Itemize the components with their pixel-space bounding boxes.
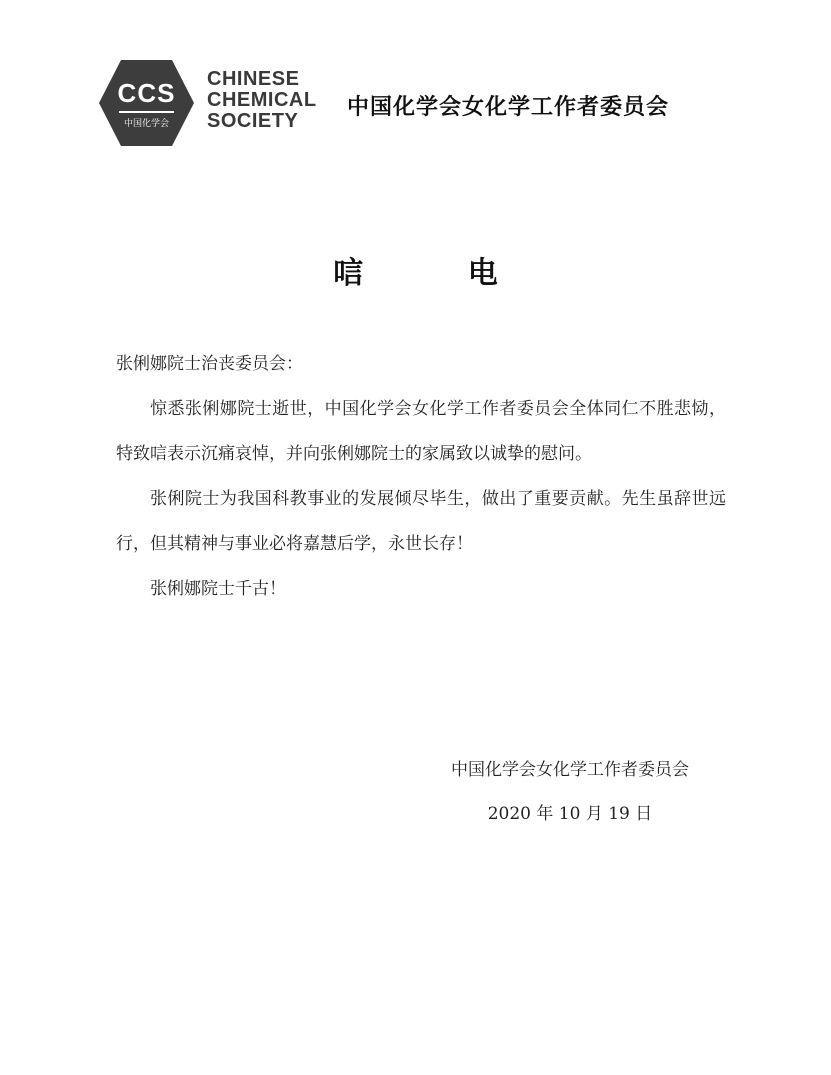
logo-cn-name: 中国化学会 (123, 119, 169, 129)
logo-abbr: CCS (117, 78, 176, 108)
ccs-logo (99, 60, 325, 146)
signature-block (420, 748, 720, 836)
letter-body (116, 342, 726, 612)
logo-divider (119, 111, 174, 113)
signature-date: 2020 年 10 月 19 日 (487, 804, 653, 824)
signature-organization: 中国化学会女化学工作者委员会 (451, 760, 689, 780)
logo-word-chinese: CHINESE (207, 68, 300, 90)
title-char-1: 唁 (333, 256, 364, 291)
logo-badge-text (99, 60, 194, 146)
document-title (0, 248, 831, 292)
logo-wordmark (207, 69, 317, 132)
body-paragraph: 张俐院士为我国科教事业的发展倾尽毕生，做出了重要贡献。先生虽辞世远行，但其精神与事业必将嘉慧后学，永世长存！ (116, 489, 726, 554)
body-paragraph: 惊悉张俐娜院士逝世，中国化学会女化学工作者委员会全体同仁不胜悲恸，特致唁表示沉痛哀悼，并向张俐娜院士的家属致以诚挚的慰问。 (116, 399, 726, 464)
logo-word-society: SOCIETY (207, 110, 299, 132)
title-char-2: 电 (467, 256, 498, 291)
body-paragraph: 张俐娜院士千古！ (150, 579, 286, 599)
logo-word-chemical: CHEMICAL (207, 89, 317, 111)
letterhead (0, 0, 831, 160)
org-title: 中国化学会女化学工作者委员会 (347, 94, 670, 120)
salutation: 张俐娜院士治丧委员会： (116, 354, 303, 374)
